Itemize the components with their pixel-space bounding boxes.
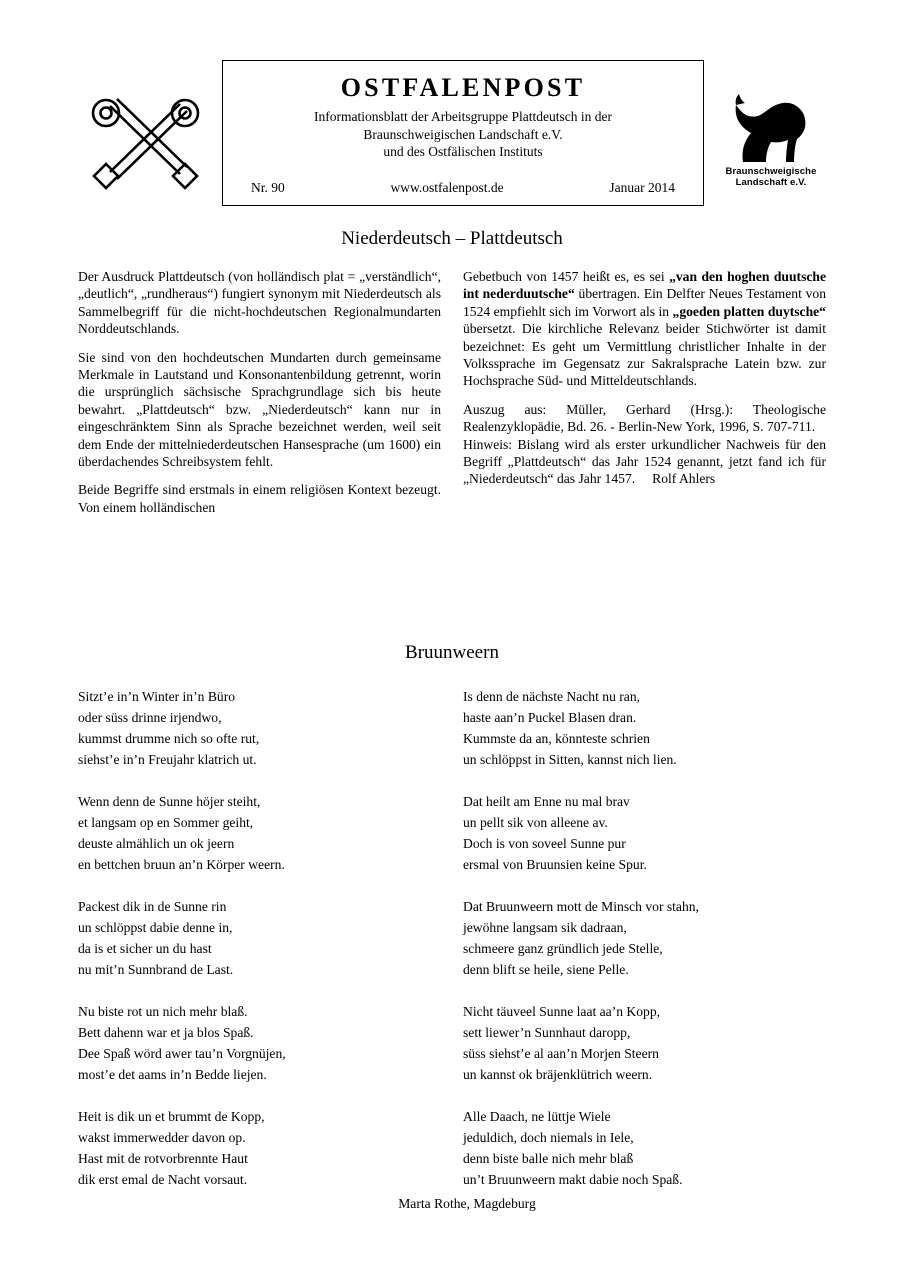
subtitle-line-3: und des Ostfälischen Instituts bbox=[383, 144, 543, 159]
poem-line: Dat heilt am Enne nu mal brav bbox=[463, 794, 630, 809]
poem-line: siehst’e in’n Freujahr klatrich ut. bbox=[78, 752, 257, 767]
quote-bold-2: „goeden platten duytsche“ bbox=[672, 303, 826, 319]
poem-line: denn blift se heile, siene Pelle. bbox=[463, 962, 629, 977]
poem-line: süss siehst’e al aan’n Morjen Steern bbox=[463, 1046, 659, 1061]
poem-line: most’e det aams in’n Bedde liejen. bbox=[78, 1067, 267, 1082]
poem-line: Doch is von soveel Sunne pur bbox=[463, 836, 626, 851]
horse-icon bbox=[716, 90, 826, 164]
article-source-note: Auszug aus: Müller, Gerhard (Hrsg.): Theologische Realenzyklopädie, Bd. 26. - Berlin-New York, 1996, S. 707-711. bbox=[463, 401, 826, 435]
poem-line: Heit is dik un et brummt de Kopp, bbox=[78, 1109, 265, 1124]
poem-line: sett liewer’n Sunnhaut daropp, bbox=[463, 1025, 631, 1040]
poem-line: Hast mit de rotvorbrennte Haut bbox=[78, 1151, 248, 1166]
poem-line: et langsam op en Sommer geiht, bbox=[78, 815, 254, 830]
masthead-title-box bbox=[222, 60, 704, 206]
poem-credit-text: Marta Rothe, Magdeburg bbox=[398, 1196, 536, 1211]
poem-stanza bbox=[78, 896, 441, 980]
poem-stanza bbox=[463, 896, 826, 980]
poem-line: dik erst emal de Nacht vorsaut. bbox=[78, 1172, 248, 1187]
poem-line: ersmal von Bruunsien keine Spur. bbox=[463, 857, 647, 872]
article-right-column bbox=[463, 268, 826, 527]
website-url[interactable]: www.ostfalenpost.de bbox=[390, 180, 504, 195]
article-paragraph: Der Ausdruck Plattdeutsch (von holländisch plat = „verständlich“, „deutlich“, „rundheraus“) fungiert synonym mit Niederdeutsch als Sammelbegriff für die nicht-hochdeutschen Regionalmundarten Norddeutschlands. bbox=[78, 269, 441, 337]
poem-stanza bbox=[463, 1001, 826, 1085]
poem-line: Bett dahenn war et ja blos Spaß. bbox=[78, 1025, 254, 1040]
poem-line: Is denn de nächste Nacht nu ran, bbox=[463, 689, 641, 704]
poem-line: Packest dik in de Sunne rin bbox=[78, 899, 227, 914]
quote-text-b: übertragen. Ein Delfter Neues Testament von 1524 empfiehlt sich im Vorwort als in bbox=[463, 286, 827, 319]
braunschweigische-landschaft-horse-logo bbox=[716, 90, 826, 198]
poem-stanza bbox=[78, 1001, 441, 1085]
poem-credit bbox=[0, 1196, 904, 1212]
poem-line: Kummste da an, könnteste schrien bbox=[463, 731, 650, 746]
page-title: OSTFALENPOST bbox=[340, 73, 586, 102]
poem-line: Dee Spaß wörd awer tau’n Vorgnüjen, bbox=[78, 1046, 286, 1061]
quote-text-c: übersetzt. Die kirchliche Relevanz beider Stichwörter ist damit bezeichnet: Es geht um Vermittlung christlicher Inhalte in der Volkssprache im Gegensatz zur Sakralsprache Latein bzw. zur Hochsprache Süd- und Mitteldeutschlands. bbox=[463, 321, 826, 389]
poem-stanza bbox=[463, 686, 826, 770]
masthead bbox=[78, 60, 826, 210]
poem-right-column bbox=[463, 686, 826, 1211]
poem-line: deuste almählich un ok jeern bbox=[78, 836, 235, 851]
article-paragraph: Sie sind von den hochdeutschen Mundarten durch gemeinsame Merkmale in Lautstand und Konsonantenbildung getrennt, worin die ursprünglich sächsische Sprachgrundlage sich bis heute bewahrt. „Plattdeutsch“ bzw. „Niederdeutsch“ kann nur in eingeschränktem Sinn als Sprache bezeichnet werden, weil seit dem Ende der mittelniederdeutschen Hansesprache (um 1600) ein überdachendes Schreibsystem fehlt. bbox=[78, 349, 441, 470]
poem-stanza bbox=[78, 686, 441, 770]
brand-line-2: Landschaft e.V. bbox=[735, 177, 807, 188]
poem-stanza bbox=[463, 791, 826, 875]
crossed-keys-logo bbox=[84, 86, 204, 191]
poem-left-column bbox=[78, 686, 441, 1211]
poem-line: nu mit’n Sunnbrand de Last. bbox=[78, 962, 234, 977]
article-body bbox=[78, 268, 826, 527]
poem-body bbox=[78, 686, 826, 1211]
quote-bold-1: „van den hoghen duutsche int nederduutsche“ bbox=[463, 269, 827, 302]
quote-text-a: Gebetbuch von 1457 heißt es, es sei bbox=[463, 269, 670, 284]
poem-line: denn biste balle nich mehr blaß bbox=[463, 1151, 634, 1166]
poem-line: Nicht täuveel Sunne laat aa’n Kopp, bbox=[463, 1004, 661, 1019]
poem-line: oder süss drinne irjendwo, bbox=[78, 710, 222, 725]
poem-line: un’t Bruunweern makt dabie noch Spaß. bbox=[463, 1172, 683, 1187]
poem-line: haste aan’n Puckel Blasen dran. bbox=[463, 710, 637, 725]
masthead-issue-row bbox=[223, 180, 703, 196]
poem-line: Dat Bruunweern mott de Minsch vor stahn, bbox=[463, 899, 699, 914]
poem-line: Nu biste rot un nich mehr blaß. bbox=[78, 1004, 248, 1019]
poem-line: en bettchen bruun an’n Körper weern. bbox=[78, 857, 285, 872]
poem-line: un schlöppst in Sitten, kannst nich lien. bbox=[463, 752, 677, 767]
article-paragraph-quote bbox=[463, 268, 826, 390]
issue-number: Nr. 90 bbox=[251, 180, 285, 195]
logo-brand-text bbox=[716, 166, 826, 188]
poem-line: schmeere ganz gründlich jede Stelle, bbox=[463, 941, 663, 956]
poem-line: wakst immerwedder davon op. bbox=[78, 1130, 246, 1145]
poem-line: jeduldich, doch niemals in Iele, bbox=[463, 1130, 634, 1145]
poem-line: un kannst ok bräjenklütrich weern. bbox=[463, 1067, 653, 1082]
article-signature: Rolf Ahlers bbox=[652, 471, 716, 487]
poem-line: Sitzt’e in’n Winter in’n Büro bbox=[78, 689, 236, 704]
poem-line: un schlöppst dabie denne in, bbox=[78, 920, 233, 935]
article-paragraph: Beide Begriffe sind erstmals in einem religiösen Kontext bezeugt. Von einem holländischen bbox=[78, 482, 441, 515]
poem-line: un pellt sik von alleene av. bbox=[463, 815, 608, 830]
article-hinweis bbox=[463, 436, 826, 488]
article-left-column bbox=[78, 268, 441, 527]
poem-line: Alle Daach, ne lüttje Wiele bbox=[463, 1109, 611, 1124]
poem-stanza bbox=[463, 1106, 826, 1190]
masthead-subtitle bbox=[223, 108, 703, 161]
poem-line: jewöhne langsam sik dadraan, bbox=[463, 920, 627, 935]
poem-stanza bbox=[78, 791, 441, 875]
poem-stanza bbox=[78, 1106, 441, 1190]
brand-line-1: Braunschweigische bbox=[725, 166, 817, 177]
poem-line: da is et sicher un du hast bbox=[78, 941, 212, 956]
poem-line: kummst drumme nich so ofte rut, bbox=[78, 731, 260, 746]
poem-headline: Bruunweern bbox=[405, 642, 499, 663]
issue-date: Januar 2014 bbox=[609, 180, 675, 195]
subtitle-line-1: Informationsblatt der Arbeitsgruppe Plattdeutsch in der bbox=[313, 109, 613, 124]
subtitle-line-2: Braunschweigischen Landschaft e.V. bbox=[363, 126, 563, 142]
article-headline: Niederdeutsch – Plattdeutsch bbox=[341, 228, 563, 249]
hinweis-text: Hinweis: Bislang wird als erster urkundlicher Nachweis für den Begriff „Plattdeutsch“ das Jahr 1524 genannt, jetzt fand ich für „Niederdeutsch“ das Jahr 1457. bbox=[463, 436, 826, 487]
poem-line: Wenn denn de Sunne höjer steiht, bbox=[78, 794, 261, 809]
